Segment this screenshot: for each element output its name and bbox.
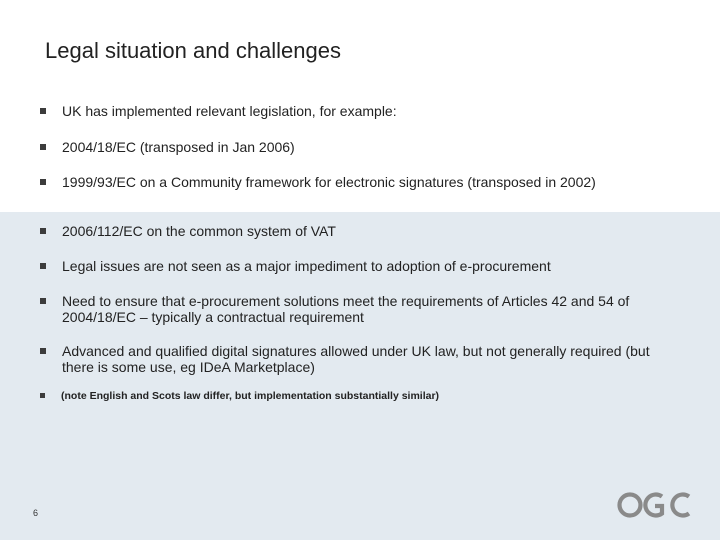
square-bullet-icon <box>40 179 46 185</box>
bullet-item <box>40 293 660 325</box>
page-number: 6 <box>33 508 39 518</box>
slide-title: Legal situation and challenges <box>45 38 342 63</box>
bullet-text: 2006/112/EC on the common system of VAT <box>62 223 336 239</box>
bullet-item <box>40 174 660 190</box>
bullet-item <box>40 223 660 239</box>
bullet-item <box>40 343 660 375</box>
bullet-text: Legal issues are not seen as a major impediment to adoption of e-procurement <box>62 258 551 274</box>
square-bullet-icon <box>40 263 46 269</box>
bullet-item <box>40 103 660 119</box>
ogc-logo <box>617 488 693 522</box>
bullet-text: Advanced and qualified digital signatures allowed under UK law, but not generally required (but there is some use, eg IDeA Marketplace) <box>62 343 650 375</box>
square-bullet-icon <box>40 228 46 234</box>
bullet-item <box>40 139 660 155</box>
bullet-text: 1999/93/EC on a Community framework for electronic signatures (transposed in 2002) <box>62 174 596 190</box>
bullet-note-text: (note English and Scots law differ, but implementation substantially similar) <box>61 390 440 402</box>
bullet-text: 2004/18/EC (transposed in Jan 2006) <box>62 139 295 155</box>
square-bullet-icon <box>40 108 46 114</box>
bullet-item <box>40 258 660 274</box>
square-bullet-icon <box>40 348 46 354</box>
bullet-text: UK has implemented relevant legislation, for example: <box>62 103 397 119</box>
bullet-text: Need to ensure that e-procurement solutions meet the requirements of Articles 42 and 54 of 2004/18/EC – typically a contractual requirement <box>62 293 630 325</box>
square-bullet-icon <box>40 298 46 304</box>
bullet-item-note <box>40 389 660 403</box>
square-bullet-icon <box>40 393 45 398</box>
square-bullet-icon <box>40 144 46 150</box>
